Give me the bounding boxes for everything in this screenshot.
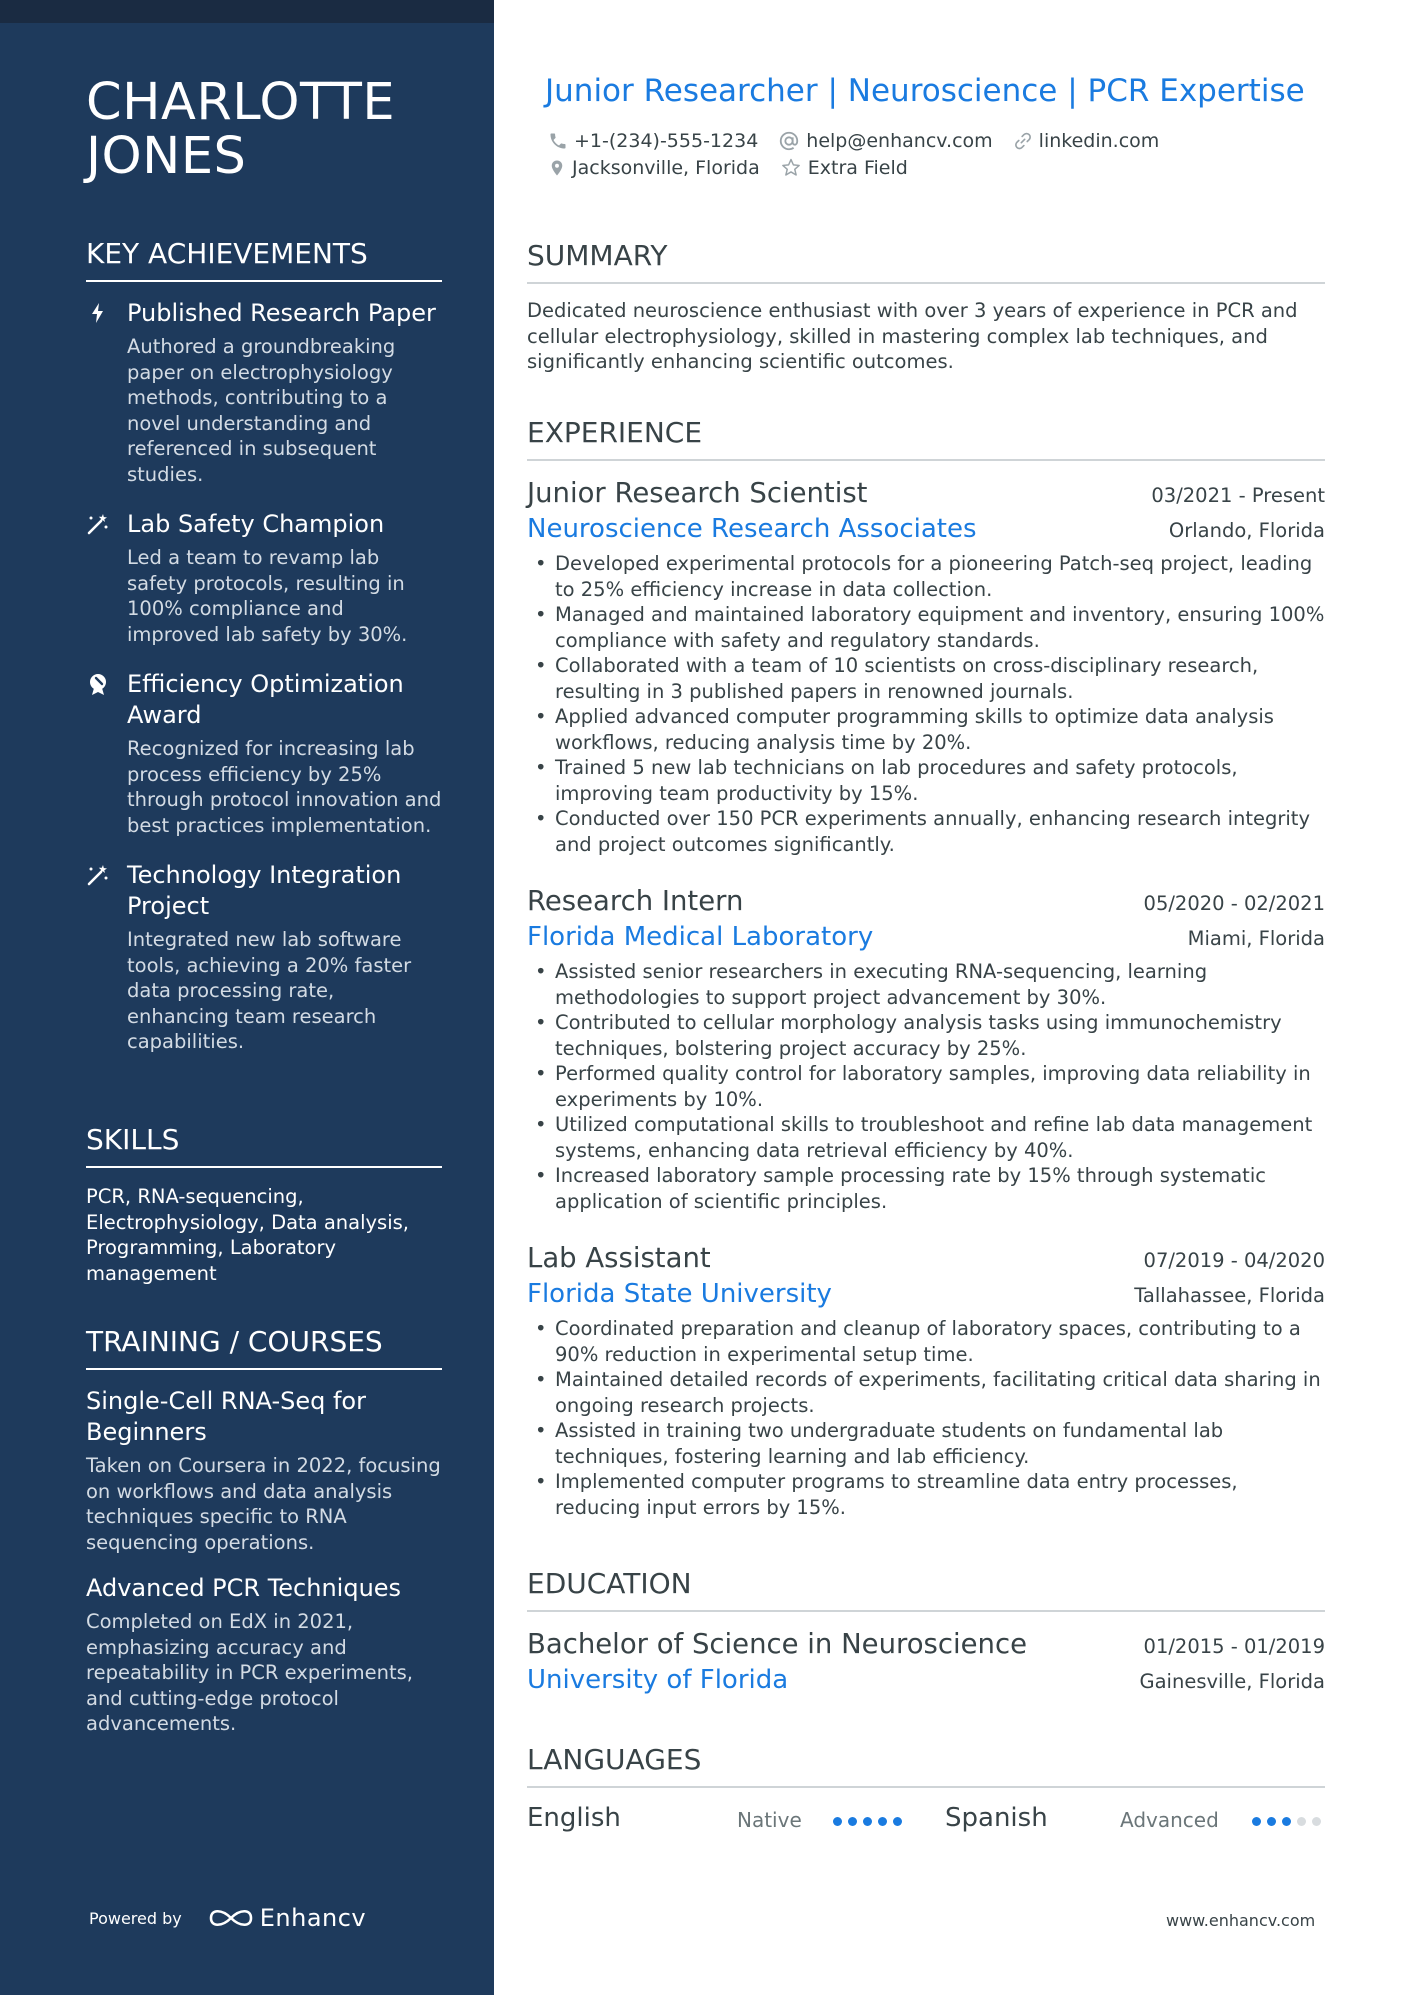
job-company: Florida Medical Laboratory bbox=[527, 922, 874, 952]
candidate-name: CHARLOTTE JONES bbox=[86, 73, 396, 186]
phone-contact[interactable] bbox=[548, 130, 758, 152]
extra-field-contact bbox=[780, 157, 908, 179]
star-icon bbox=[780, 157, 802, 179]
achievement-item bbox=[86, 860, 442, 1055]
rating-dot-empty bbox=[1312, 1817, 1321, 1826]
course-item bbox=[86, 1573, 442, 1737]
key-achievements-heading: KEY ACHIEVEMENTS bbox=[86, 236, 442, 282]
bullet: • Increased laboratory sample processing rate by 15% through systematic application of scientific principles. bbox=[527, 1163, 1325, 1214]
headline: Junior Researcher | Neuroscience | PCR Expertise bbox=[545, 73, 1305, 109]
course-item bbox=[86, 1386, 442, 1555]
language-rating bbox=[833, 1817, 908, 1826]
achievement-description: Led a team to revamp lab safety protocols, resulting in 100% compliance and improved lab safety by 30%. bbox=[127, 546, 408, 646]
achievement-title: Published Research Paper bbox=[127, 299, 436, 327]
job-company: Neuroscience Research Associates bbox=[527, 514, 977, 544]
bullet: • Implemented computer programs to streamline data entry processes, reducing input errors by 15%. bbox=[527, 1469, 1325, 1520]
job-title: Research Intern bbox=[527, 885, 744, 917]
website-contact[interactable] bbox=[1013, 130, 1160, 152]
enhancv-logo[interactable] bbox=[208, 1904, 366, 1932]
experience-item bbox=[527, 475, 1325, 857]
medal-icon bbox=[86, 672, 110, 696]
lightning-icon bbox=[86, 301, 110, 325]
enhancv-brand-name: Enhancv bbox=[259, 1904, 367, 1932]
job-location: Miami, Florida bbox=[1187, 927, 1325, 950]
bullet: • Collaborated with a team of 10 scientists on cross-disciplinary research, resulting in 3 published papers in renowned journals. bbox=[527, 653, 1325, 704]
sidebar-top-strip bbox=[0, 0, 494, 23]
rating-dot-filled bbox=[848, 1817, 857, 1826]
summary-text: Dedicated neuroscience enthusiast with over 3 years of experience in PCR and cellular electrophysiology, skilled in mastering complex lab techniques, and significantly enhancing scientific outcomes. bbox=[527, 299, 1298, 373]
achievement-description: Authored a groundbreaking paper on electrophysiology methods, contributing to a novel understanding and referenced in subsequent studies. bbox=[127, 335, 396, 486]
training-heading: TRAINING / COURSES bbox=[86, 1324, 442, 1370]
job-title: Lab Assistant bbox=[527, 1242, 711, 1274]
wand-icon bbox=[86, 863, 110, 887]
rating-dot-filled bbox=[878, 1817, 887, 1826]
experience-item bbox=[527, 883, 1325, 1214]
contact-row-1 bbox=[548, 130, 1179, 152]
email-text: help@enhancv.com bbox=[806, 130, 993, 152]
summary-heading: SUMMARY bbox=[527, 238, 1325, 284]
email-contact[interactable] bbox=[778, 130, 992, 152]
job-location: Orlando, Florida bbox=[1168, 519, 1325, 542]
bullet: • Contributed to cellular morphology analysis tasks using immunochemistry techniques, bolstering project accuracy by 25%. bbox=[527, 1010, 1325, 1061]
rating-dot-filled bbox=[863, 1817, 872, 1826]
skills-list: PCR, RNA-sequencing, Electrophysiology, Data analysis, Programming, Laboratory management bbox=[86, 1185, 409, 1285]
achievement-item bbox=[86, 298, 442, 487]
contact-row-2 bbox=[548, 157, 928, 179]
powered-by bbox=[89, 1904, 366, 1932]
course-title: Advanced PCR Techniques bbox=[86, 1574, 402, 1602]
bullet: • Utilized computational skills to troubleshoot and refine lab data management systems, enhancing data retrieval efficiency by 40%. bbox=[527, 1112, 1325, 1163]
education-item bbox=[527, 1626, 1325, 1698]
experience-heading: EXPERIENCE bbox=[527, 415, 1325, 461]
school: University of Florida bbox=[527, 1665, 789, 1695]
achievement-item bbox=[86, 509, 442, 647]
job-company: Florida State University bbox=[527, 1279, 832, 1309]
location-pin-icon bbox=[548, 157, 566, 179]
bullet: • Conducted over 150 PCR experiments annually, enhancing research integrity and project outcomes significantly. bbox=[527, 806, 1325, 857]
experience-item bbox=[527, 1240, 1325, 1520]
bullet: • Managed and maintained laboratory equipment and inventory, ensuring 100% compliance with safety and regulatory standards. bbox=[527, 602, 1325, 653]
education-heading: EDUCATION bbox=[527, 1566, 1325, 1612]
bullet: • Coordinated preparation and cleanup of laboratory spaces, contributing to a 90% reduction in experimental setup time. bbox=[527, 1316, 1325, 1367]
skills-section bbox=[86, 1122, 442, 1286]
job-dates: 05/2020 - 02/2021 bbox=[1143, 892, 1325, 915]
achievement-description: Recognized for increasing lab process efficiency by 25% through protocol innovation and best practices implementation. bbox=[127, 737, 442, 837]
job-bullets bbox=[527, 959, 1325, 1214]
achievement-title: Efficiency Optimization Award bbox=[127, 670, 404, 729]
degree: Bachelor of Science in Neuroscience bbox=[527, 1628, 1028, 1660]
extra-field-text: Extra Field bbox=[807, 157, 908, 179]
education-location: Gainesville, Florida bbox=[1139, 1670, 1325, 1693]
rating-dot-filled bbox=[1252, 1817, 1261, 1826]
bullet: • Assisted senior researchers in executing RNA-sequencing, learning methodologies to support project advancement by 30%. bbox=[527, 959, 1325, 1010]
language-name: Spanish bbox=[945, 1803, 1048, 1833]
powered-by-label: Powered by bbox=[89, 1908, 182, 1928]
job-location: Tallahassee, Florida bbox=[1134, 1284, 1325, 1307]
bullet: • Performed quality control for laboratory samples, improving data reliability in experiments by 10%. bbox=[527, 1061, 1325, 1112]
bullet: • Applied advanced computer programming skills to optimize data analysis workflows, reducing analysis time by 20%. bbox=[527, 704, 1325, 755]
achievement-title: Technology Integration Project bbox=[127, 861, 402, 920]
achievement-title: Lab Safety Champion bbox=[127, 510, 385, 538]
wand-icon bbox=[86, 512, 110, 536]
sidebar bbox=[0, 0, 494, 1995]
language-rating bbox=[1252, 1817, 1327, 1826]
job-dates: 07/2019 - 04/2020 bbox=[1143, 1249, 1325, 1272]
job-dates: 03/2021 - Present bbox=[1151, 484, 1325, 507]
rating-dot-filled bbox=[1282, 1817, 1291, 1826]
course-description: Completed on EdX in 2021, emphasizing accuracy and repeatability in PCR experiments, and cutting-edge protocol advancements. bbox=[86, 1610, 413, 1735]
course-title: Single-Cell RNA-Seq for Beginners bbox=[86, 1387, 366, 1446]
course-description: Taken on Coursera in 2022, focusing on workflows and data analysis techniques specific to RNA sequencing operations. bbox=[86, 1454, 441, 1554]
language-level: Advanced bbox=[1120, 1808, 1219, 1832]
job-bullets bbox=[527, 551, 1325, 857]
bullet: • Trained 5 new lab technicians on lab procedures and safety protocols, improving team productivity by 15%. bbox=[527, 755, 1325, 806]
skills-heading: SKILLS bbox=[86, 1122, 442, 1168]
location-contact bbox=[548, 157, 760, 179]
bullet: • Assisted in training two undergraduate students on fundamental lab techniques, fostering learning and lab efficiency. bbox=[527, 1418, 1325, 1469]
training-section bbox=[86, 1324, 442, 1755]
rating-dot-filled bbox=[833, 1817, 842, 1826]
rating-dot-empty bbox=[1297, 1817, 1306, 1826]
website-text: linkedin.com bbox=[1038, 130, 1160, 152]
achievement-item bbox=[86, 669, 442, 838]
phone-text: +1-(234)-555-1234 bbox=[574, 130, 759, 152]
key-achievements-section bbox=[86, 236, 442, 1077]
achievement-description: Integrated new lab software tools, achieving a 20% faster data processing rate, enhancing team research capabilities. bbox=[127, 928, 412, 1053]
footer-url[interactable]: www.enhancv.com bbox=[1166, 1911, 1316, 1930]
languages-list bbox=[527, 1803, 1325, 1839]
at-icon bbox=[778, 130, 800, 152]
enhancv-logo-icon bbox=[208, 1905, 254, 1931]
phone-icon bbox=[548, 131, 568, 151]
language-name: English bbox=[527, 1803, 621, 1833]
job-bullets bbox=[527, 1316, 1325, 1520]
languages-heading: LANGUAGES bbox=[527, 1742, 1325, 1788]
language-level: Native bbox=[737, 1808, 802, 1832]
bullet: • Developed experimental protocols for a pioneering Patch-seq project, leading to 25% efficiency increase in data collection. bbox=[527, 551, 1325, 602]
job-title: Junior Research Scientist bbox=[527, 477, 868, 509]
bullet: • Maintained detailed records of experiments, facilitating critical data sharing in ongoing research projects. bbox=[527, 1367, 1325, 1418]
rating-dot-filled bbox=[1267, 1817, 1276, 1826]
rating-dot-filled bbox=[893, 1817, 902, 1826]
education-dates: 01/2015 - 01/2019 bbox=[1143, 1635, 1325, 1658]
location-text: Jacksonville, Florida bbox=[572, 157, 760, 179]
link-icon bbox=[1013, 131, 1033, 151]
